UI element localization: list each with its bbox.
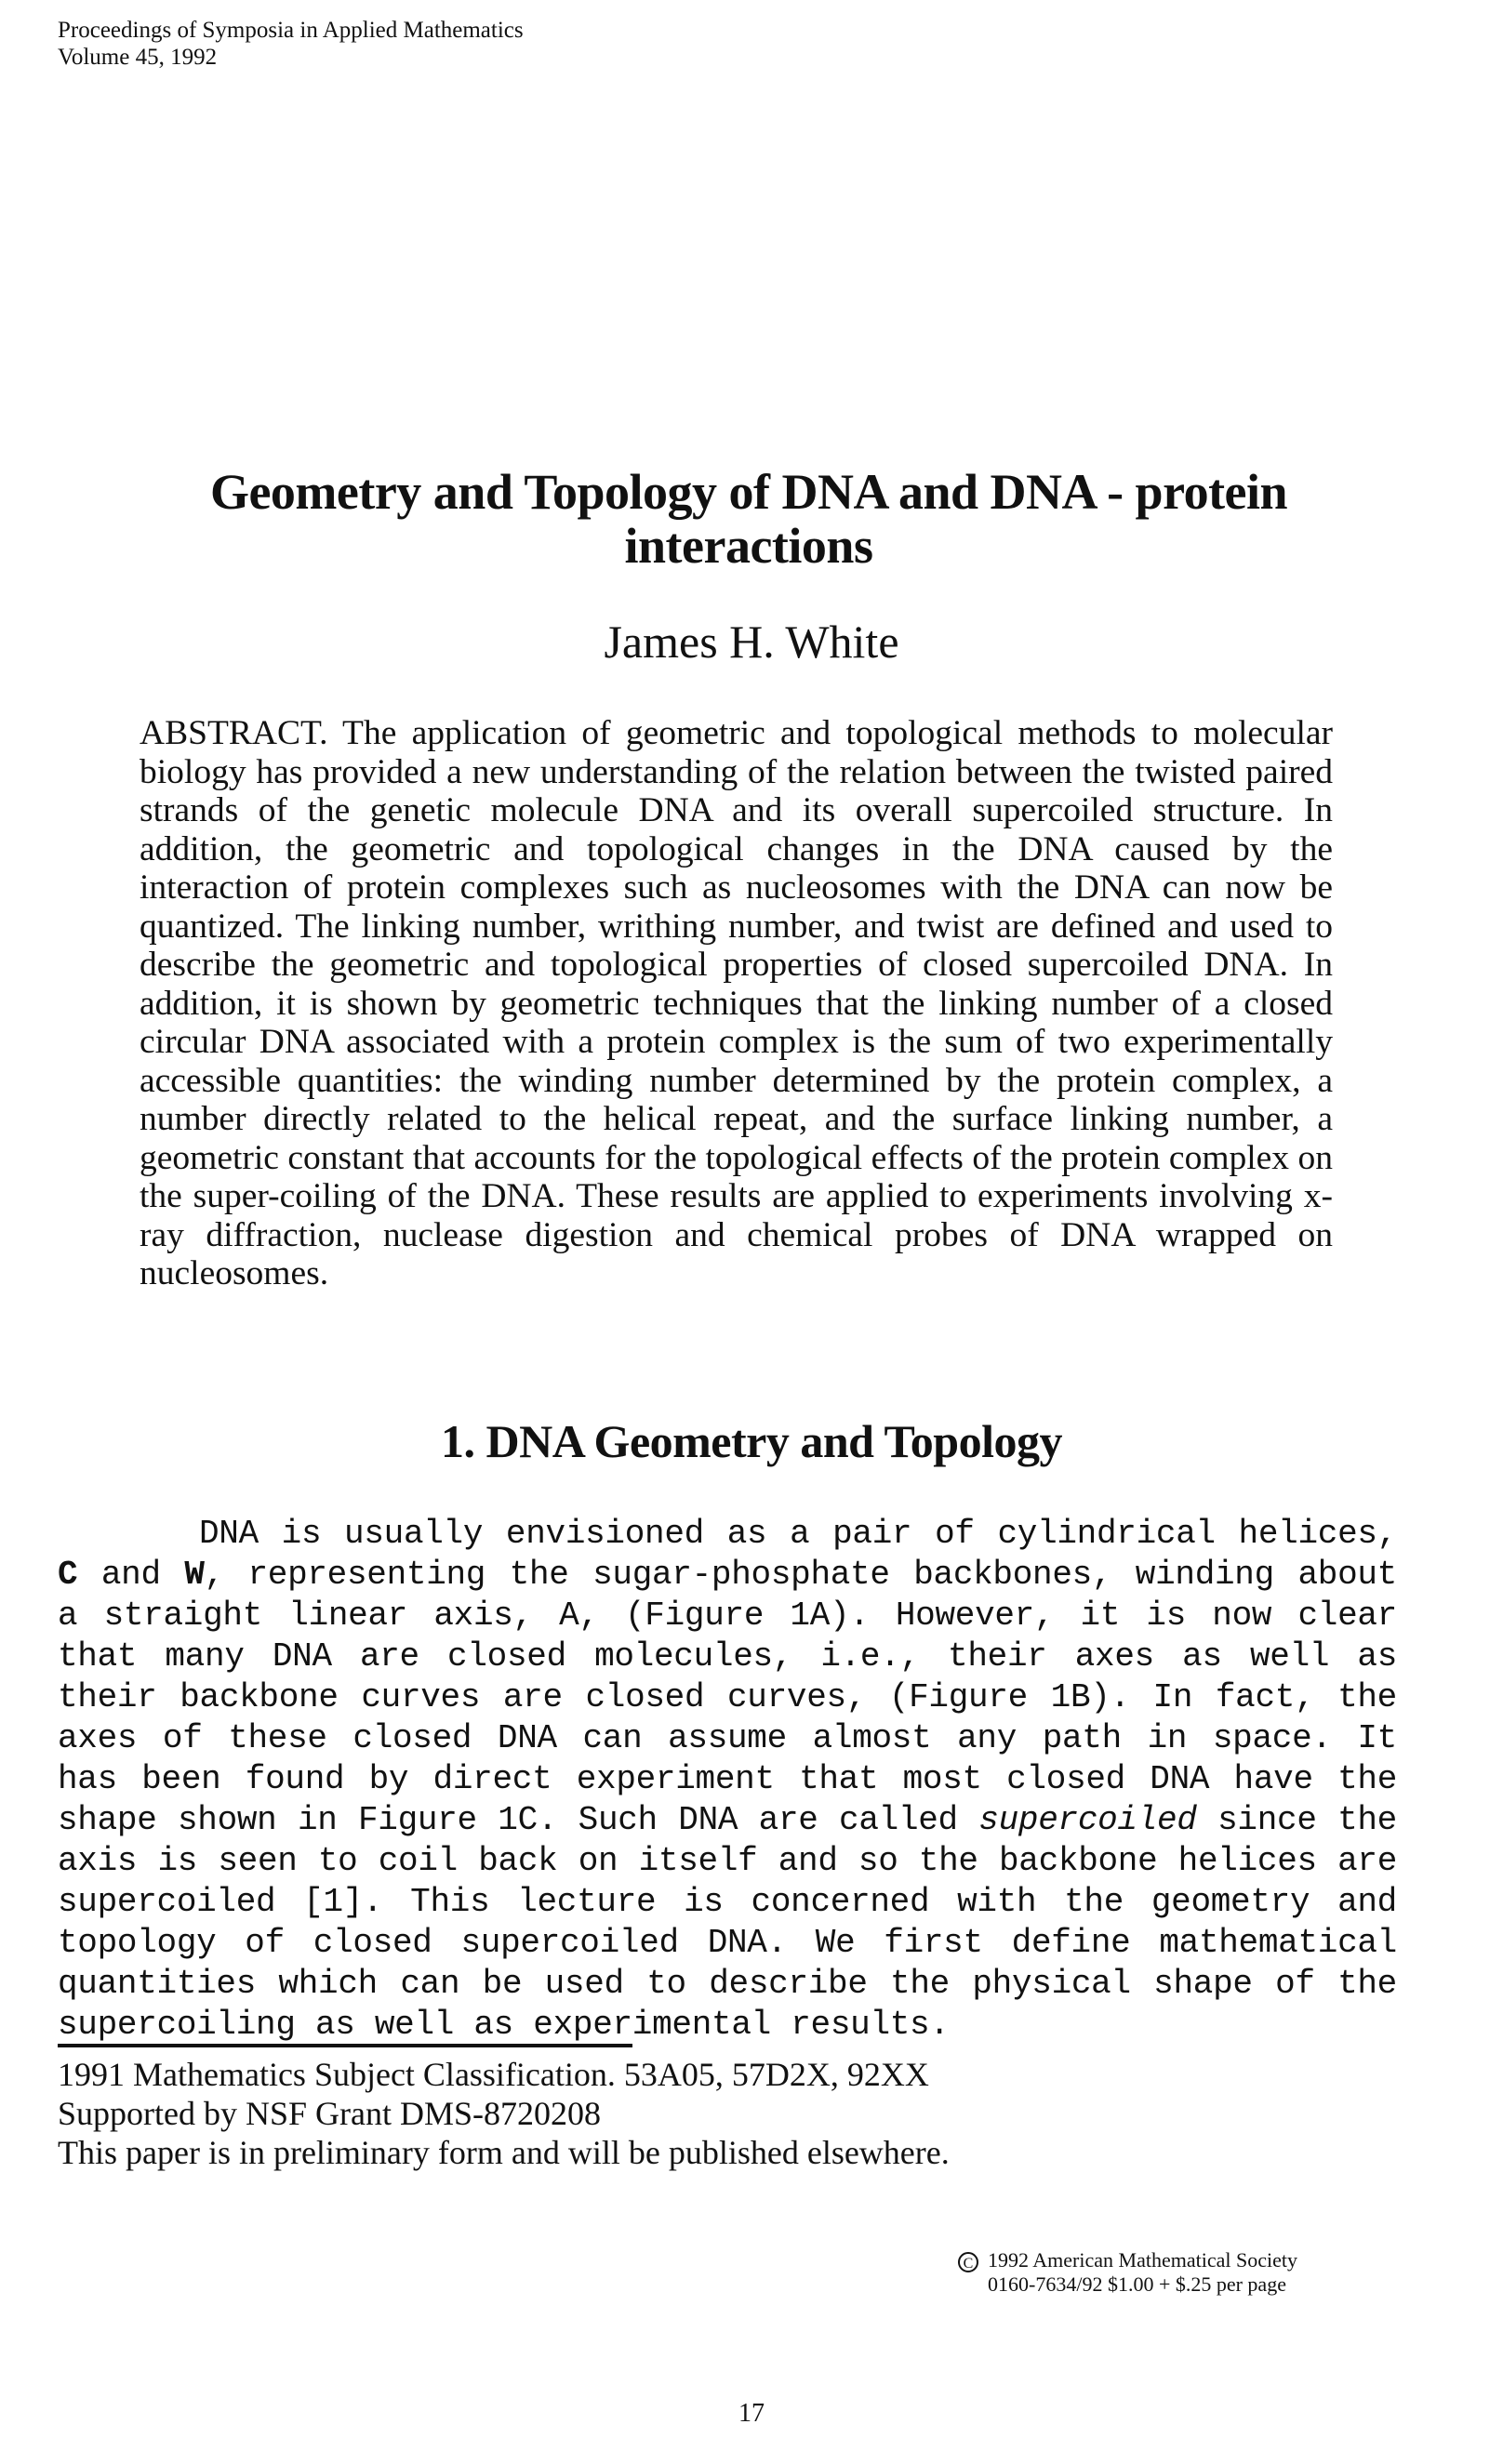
footnotes [58, 2055, 1267, 2172]
body-text-part-1: DNA is usually envisioned as a pair of cylindrical helices, [199, 1515, 1397, 1553]
abstract-label: ABSTRACT. [140, 714, 328, 752]
copyright-icon: C [958, 2252, 978, 2272]
copyright-holder: 1992 American Mathematical Society [988, 2248, 1297, 2272]
journal-volume: Volume 45, 1992 [58, 45, 218, 70]
body-text-part-3: , representing the sugar-phosphate backbones, winding about a straight linear axis, A, (Figure 1A). However, it is now clear that many DNA are closed molecules, i.e., their axes as well as their backbone curves are closed curves, (Figure 1B). In fact, the axes of these closed DNA can assume almost any path in space. It has been found by direct experiment that most closed DNA have the shape shown in Figure 1C. Such DNA are called [58, 1556, 1397, 1839]
section-heading: 1. DNA Geometry and Topology [440, 1415, 1062, 1467]
grant-support: Supported by NSF Grant DMS-8720208 [58, 2095, 602, 2132]
abstract [140, 714, 1333, 1293]
body-text-part-4: since the axis is seen to coil back on itself and so the backbone helices are supercoiled [1]. This lecture is concerned with the geometry and topology of closed supercoiled DNA. We first define mathematical quantities which can be used to describe the physical shape of the supercoiling as well as experimental results. [58, 1801, 1397, 2044]
abstract-text: The application of geometric and topological methods to molecular biology has provided a new understanding of the relation between the twisted paired strands of the genetic molecule DNA and its overall supercoiled structure. In addition, the geometric and topological changes in the DNA caused by the interaction of protein complexes such as nucleosomes with the DNA can now be quantized. The linking number, writhing number, and twist are defined and used to describe the geometric and topological properties of closed supercoiled DNA. In addition, it is shown by geometric techniques that the linking number of a closed circular DNA associated with a protein complex is the sum of two experimentally accessible quantities: the winding number determined by the protein complex, a number directly related to the helical repeat, and the surface linking number, a geometric constant that accounts for the topological effects of the protein complex on the super-coiling of the DNA. These results are applied to experiments involving x-ray diffraction, nuclease digestion and chemical probes of DNA wrapped on nucleosomes. [140, 714, 1333, 1292]
italic-term: supercoiled [978, 1801, 1197, 1839]
copyright-notice [958, 2248, 1297, 2296]
footnote-divider [58, 2044, 632, 2047]
paper-title: Geometry and Topology of DNA and DNA - protein interactions [209, 464, 1288, 574]
symbol-w: W [184, 1556, 205, 1594]
author-name: James H. White [604, 616, 899, 668]
journal-name: Proceedings of Symposia in Applied Mathematics [58, 18, 524, 43]
copyright-price: 0160-7634/92 $1.00 + $.25 per page [988, 2272, 1286, 2296]
symbol-c: C [58, 1556, 78, 1594]
subject-classification: 1991 Mathematics Subject Classification. 53A05, 57D2X, 92XX [58, 2056, 929, 2093]
preliminary-note: This paper is in preliminary form and will be published elsewhere. [58, 2134, 950, 2171]
journal-header [58, 17, 524, 71]
page-number: 17 [738, 2399, 765, 2428]
body-text-part-2: and [77, 1556, 185, 1594]
body-paragraph [58, 1514, 1397, 2046]
